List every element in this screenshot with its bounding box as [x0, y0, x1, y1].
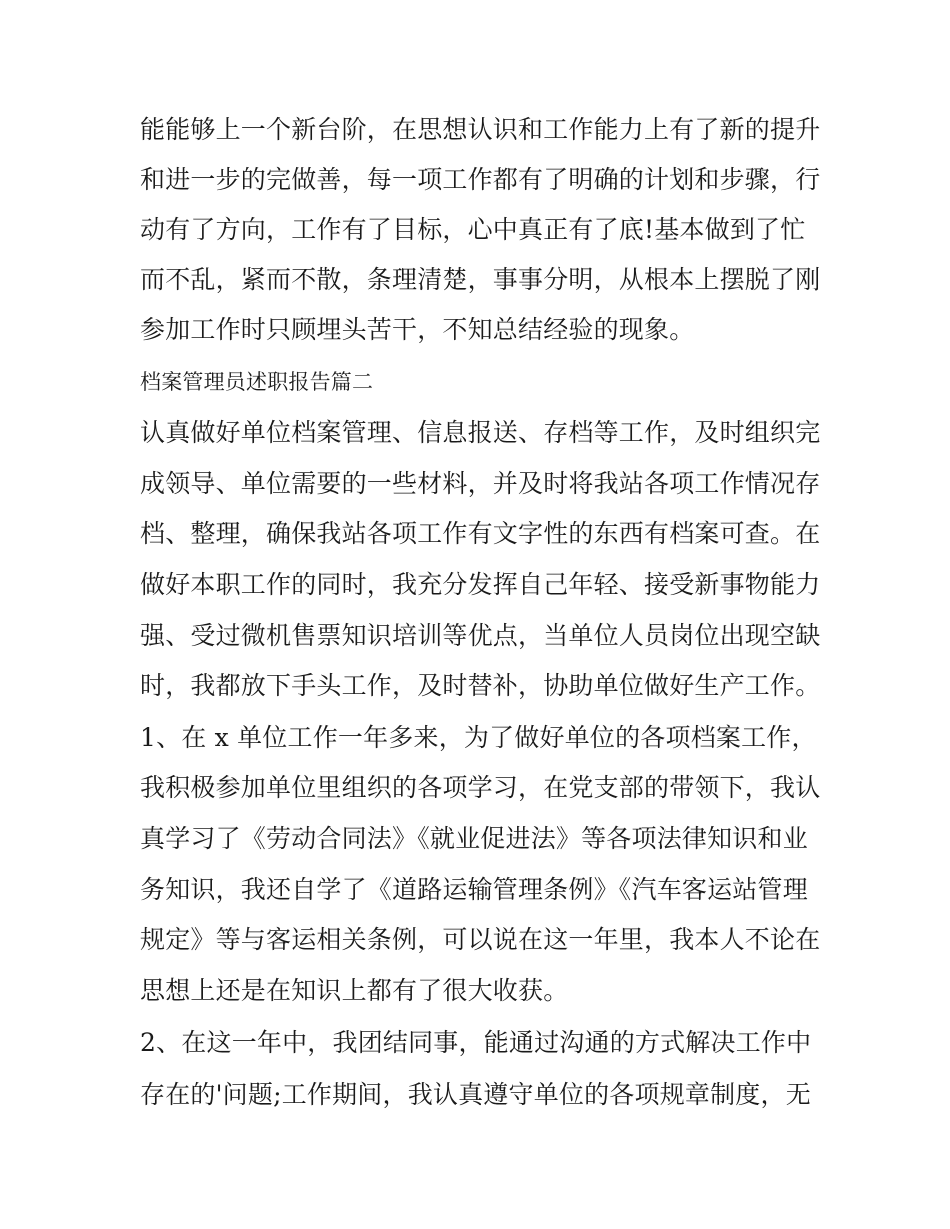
body-text-line: 档、整理，确保我站各项工作有文字性的东西有档案可查。在: [140, 519, 821, 548]
body-text-line: 强、受过微机售票知识培训等优点，当单位人员岗位出现空缺: [140, 621, 821, 650]
body-text-line: 动有了方向，工作有了目标，心中真正有了底!基本做到了忙: [140, 215, 806, 244]
body-text-line: 规定》等与客运相关条例，可以说在这一年里，我本人不论在: [140, 925, 821, 954]
body-text-line: 存在的'问题;工作期间，我认真遵守单位的各项规章制度，无: [140, 1080, 811, 1109]
body-text-line: 时，我都放下手头工作，及时替补，协助单位做好生产工作。: [140, 671, 821, 700]
body-text-line: 2、在这一年中，我团结同事，能通过沟通的方式解决工作中: [140, 1028, 812, 1057]
body-text-line: 认真做好单位档案管理、信息报送、存档等工作，及时组织完: [140, 418, 821, 447]
body-text-line: 务知识，我还自学了《道路运输管理条例》《汽车客运站管理: [140, 875, 808, 904]
body-text-line: 1、在 x 单位工作一年多来，为了做好单位的各项档案工作，: [140, 723, 817, 752]
body-text-line: 思想上还是在知识上都有了很大收获。: [140, 976, 569, 1005]
body-text-line: 能能够上一个新台阶，在思想认识和工作能力上有了新的提升: [140, 115, 821, 144]
body-text-line: 而不乱，紧而不散，条理清楚，事事分明，从根本上摆脱了刚: [140, 265, 821, 294]
body-text-line: 我积极参加单位里组织的各项学习，在党支部的带领下，我认: [140, 773, 821, 802]
section-heading: 档案管理员述职报告篇二: [140, 370, 374, 394]
body-text-line: 真学习了《劳动合同法》《就业促进法》等各项法律知识和业: [140, 824, 808, 853]
body-text-line: 成领导、单位需要的一些材料，并及时将我站各项工作情况存: [140, 469, 821, 498]
body-text-line: 和进一步的完做善，每一项工作都有了明确的计划和步骤，行: [140, 165, 821, 194]
body-text-line: 做好本职工作的同时，我充分发挥自己年轻、接受新事物能力: [140, 570, 821, 599]
body-text-line: 参加工作时只顾埋头苦干，不知总结经验的现象。: [140, 315, 695, 344]
